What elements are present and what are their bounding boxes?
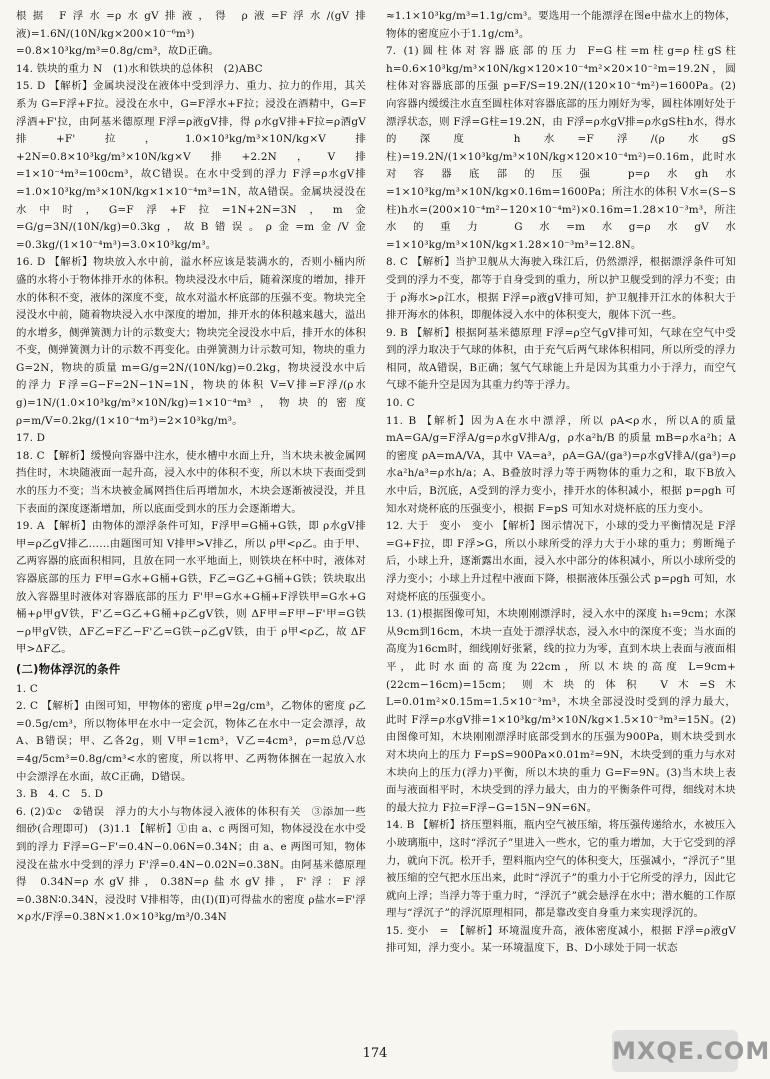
answer-15b: 15. 变小 = 【解析】环境温度升高，液体密度减小，根据 F浮=ρ液gV排可知，浮力变小。某一环境温度下，B、D小球处于同一状态: [386, 924, 736, 955]
answer-15: 15. D 【解析】金属块浸没在液体中受到浮力、重力、拉力的作用，其关系为 G=F浮+F拉。浸没在水中，G=F浮水+F拉；浸没在酒精中，G=F浮酒+F'拉，由阿基米德原理 F浮=ρ液gV排，得 ρ水gV排+F拉=ρ酒gV排+F'拉，1.0×10³kg/m³×10N/kg×V排+2N=0.8×10³kg/m³×10N/kg×V排+2.2N，V排=1×10⁻⁴m³=100cm³，故C错误。在水中受到的浮力 F浮=ρ水gV排=1.0×10³kg/m³×10N/kg×1×10⁻⁴m³=1N，故A错误。金属块浸没在水中时，G=F浮+F拉=1N+2N=3N，m金=G/g=3N/(10N/kg)=0.3kg，故B错误。ρ金=m金/V金=0.3kg/(1×10⁻⁴m³)=3.0×10³kg/m³。: [16, 80, 366, 251]
answer-19: 19. A 【解析】由物体的漂浮条件可知，F浮甲=G桶+G铁，即 ρ水gV排甲=ρ乙gV排乙……由题图可知 V排甲>V排乙，所以 ρ甲<ρ乙。由于甲、乙两容器的底面积相同，且放在同一水平地面上，则铁块在杯中时，液体对容器底部的压力 F甲=G水+G桶+G铁，F乙=G乙+G桶+G铁；铁块取出放入容器里时液体对容器底部的压力 F'甲=G水+G桶+F浮铁甲=G水+G桶+ρ甲gV铁，F'乙=G乙+G桶+ρ乙gV铁，则 ΔF甲=F甲−F'甲=G铁−ρ甲gV铁，ΔF乙=F乙−F'乙=G铁−ρ乙gV铁，由于 ρ甲<ρ乙，故 ΔF甲>ΔF乙。: [16, 520, 366, 656]
answer-2: 2. C 【解析】由图可知，甲物体的密度 ρ甲=2g/cm³，乙物体的密度 ρ乙=0.5g/cm³，所以物体甲在水中一定会沉，物体乙在水中一定会漂浮，故A、B错误；甲、乙各2g，则 V甲=1cm³，V乙=4cm³，ρ=m总/V总=4g/5cm³=0.8g/cm³<水的密度，所以将甲、乙两物体捆在一起放入水中会漂浮在水面，故C正确，D错误。: [16, 700, 366, 783]
answer-1: 1. C: [16, 682, 38, 695]
answer-14b: 14. B 【解析】挤压塑料瓶，瓶内空气被压缩，将压强传递给水，水被压入小玻璃瓶中，这时“浮沉子”里进入一些水，它的重力增加，大于它受到的浮力，就向下沉。松开手，塑料瓶内空气的体积变大，压强减小，“浮沉子”里被压缩的空气把水压出来，此时“浮沉子”的重力小于它所受的浮力，因此它就向上浮；当浮力等于重力时，“浮沉子”就会悬浮在水中；潜水艇的工作原理与“浮沉子”的浮沉原理相同，都是靠改变自身重力来实现浮沉的。: [386, 819, 736, 920]
right-column: [386, 8, 740, 958]
left-column: [16, 8, 370, 927]
answer-13: 13. (1)根据图像可知，木块刚刚漂浮时，浸入水中的深度 h₁=9cm；水深从9cm到16cm，木块一直处于漂浮状态，浸入水中的深度不变；当水面的高度为16cm时，细线刚好张紧，线的拉力为零，直到木块上表面与液面相平，此时水面的高度为22cm，所以木块的高度 L=9cm+(22cm−16cm)=15cm；则木块的体积 V木=S木L=0.01m²×0.15m=1.5×10⁻³m³，木块全部浸没时受到的浮力最大，此时 F浮=ρ水gV排=1×10³kg/m³×10N/kg×1.5×10⁻³m³=15N。(2)由图像可知，木块刚刚漂浮时底部受到水的压强为900Pa，则木块受到水对木块向上的压力 F=pS=900Pa×0.01m²=9N，木块受到的重力与水对木块向上的压力(浮力)平衡，所以木块的重力 G=F=9N。(3)当木块上表面与液面相平时，木块受到的浮力最大，由力的平衡条件可得，细线对木块的最大拉力 F拉=F浮−G=15N−9N=6N。: [386, 608, 736, 814]
answer-8: 8. C 【解析】当护卫舰从大海驶入珠江后，仍然漂浮，根据漂浮条件可知受到的浮力不变，都等于自身受到的重力，所以护卫舰受到的浮力不变；由于 ρ海水>ρ江水，根据 F浮=ρ液gV排可知，护卫舰排开江水的体积大于排开海水的体积，即舰体浸入水中的体积变大，舰体下沉一些。: [386, 256, 736, 322]
answer-14: 14. 铁块的重力 N (1)水和铁块的总体积 (2)ABC: [16, 62, 263, 75]
answer-10: 10. C: [386, 397, 415, 410]
section-heading: (二)物体浮沉的条件: [16, 661, 121, 676]
answer-11: 11. B 【解析】因为A在水中漂浮，所以 ρA<ρ水，所以A的质量 mA=GA/g=F浮A/g=ρ水gV排A/g，ρ水a²h/B 的质量 mB=ρ水a²h；A的密度 ρA=mA/VA，其中 VA=a³，ρA=GA/(ga³)=ρ水gV排A/(ga³)=ρ水a²h/a³=ρ水h/a；A、B叠放时浮力等于两物体的重力之和，取下B放入水中后，B沉底，A受到的浮力变小，排开水的体积减小，根据 p=ρgh 可知水对烧杯底的压强变小，根据 F=pS 可知水对烧杯底的压力变小。: [386, 414, 740, 515]
watermark-logo: MXQE.COM: [612, 1030, 738, 1072]
page-number: 174: [362, 1046, 388, 1061]
answer-9: 9. B 【解析】根据阿基米德原理 F浮=ρ空气gV排可知，气球在空气中受到的浮力取决于气球的体积，由于充气后两气球体积相同，所以所受的浮力相同，故A错误，B正确；氢气气球能上升是因为其重力小于浮力，而空气气球不能升空是因为其重力约等于浮力。: [386, 326, 736, 392]
answer-3-5: 3. B 4. C 5. D: [16, 788, 104, 801]
left-line-1: =0.8×10³kg/m³=0.8g/cm³，故D正确。: [16, 45, 219, 58]
answer-7: 7. (1)圆柱体对容器底部的压力 F=G柱=m柱g=ρ柱gS柱h=0.6×10³kg/m³×10N/kg×120×10⁻⁴m²×20×10⁻²m=19.2N，圆柱体对容器底部的压强 p=F/S=19.2N/(120×10⁻⁴m²)=1600Pa。(2)向容器内缓缓注水直至圆柱体对容器底部的压力刚好为零，圆柱体刚好处于漂浮状态，则 F浮=G柱=19.2N，由 F浮=ρ水gV排=ρ水gS柱h水，得水的深度 h水=F浮/(ρ水gS柱)=19.2N/(1×10³kg/m³×10N/kg×120×10⁻⁴m²)=0.16m，此时水对容器底部的压强 p=ρ水gh水=1×10³kg/m³×10N/kg×0.16m=1600Pa；所注水的体积 V水=(S−S柱)h水=(200×10⁻⁴m²−120×10⁻⁴m²)×0.16m=1.28×10⁻³m³，所注水的重力 G水=m水g=ρ水gV水=1×10³kg/m³×10N/kg×1.28×10⁻³m³=12.8N。: [386, 45, 736, 251]
answer-17: 17. D: [16, 432, 46, 445]
answer-18: 18. C 【解析】缓慢向容器中注水，使水槽中水面上升，当木块未被金属网挡住时，木块随液面一起升高，浸入水中的体积不变，所以木块下表面受到水的压力不变；当木块被金属网挡住后再增加水，木块会逐渐被浸没，并且下表面的深度逐渐增加，所以底面受到水的压力会逐渐增大。: [16, 449, 366, 515]
right-line-0: ≈1.1×10³kg/m³=1.1g/cm³。要选用一个能漂浮在图e中盐水上的物体，物体的密度应小于1.1g/cm³。: [386, 10, 736, 40]
answer-16: 16. D 【解析】物块放入水中前，溢水杯应该是装满水的，否则小桶内所盛的水将小于物体排开水的体积。物块浸没水中后，随着深度的增加，排开水的体积不变，液体的深度不变，故水对溢水杯底部的压强不变。物块完全浸没水中前，随着物块浸入水中深度的增加，排开水的体积越来越大，溢出的水增多，侧弹簧测力计的示数变大；物块完全浸没水中后，排开水的体积不变，侧弹簧测力计的示数不再变化。由弹簧测力计示数可知，物块的重力 G=2N，物块的质量 m=G/g=2N/(10N/kg)=0.2kg，物块浸没水中后的浮力 F浮=G−F=2N−1N=1N，物块的体积 V=V排=F浮/(ρ水g)=1N/(1.0×10³kg/m³×10N/kg)=1×10⁻⁴m³，物块的密度 ρ=m/V=0.2kg/(1×10⁻⁴m³)=2×10³kg/m³。: [16, 256, 370, 427]
left-line-0: 根据 F浮水=ρ水gV排液，得 ρ液=F浮水/(gV排液)=1.6N/(10N/kg×200×10⁻⁶m³): [16, 10, 366, 40]
answer-12: 12. 大于 变小 变小 【解析】图示情况下，小球的受力平衡情况是 F浮=G+F拉，即 F浮>G，所以小球所受的浮力大于小球的重力；剪断绳子后，小球上升，逐渐露出水面，浸入水中部分的体积减小，所以小球所受的浮力变小；小球上升过程中液面下降，根据液体压强公式 p=ρgh 可知，水对烧杯底的压强变小。: [386, 520, 736, 603]
answer-6: 6. (2)①c ②错误 浮力的大小与物体浸入液体的体积有关 ③添加一些细砂(合理即可) (3)1.1 【解析】①由 a、c 两图可知，物体浸没在水中受到的浮力 F浮=G−F'=0.4N−0.06N=0.34N；由 a、e 两图可知，物体浸没在盐水中受到的浮力 F'浮=0.4N−0.02N=0.38N。由阿基米德原理得 0.34N=ρ水gV排，0.38N=ρ盐水gV排，F'浮：F浮=0.38N∶0.34N，浸没时 V排相等，由(Ⅰ)(Ⅱ)可得盐水的密度 ρ盐水=F'浮×ρ水/F浮=0.38N×1.0×10³kg/m³/0.34N: [16, 805, 366, 924]
